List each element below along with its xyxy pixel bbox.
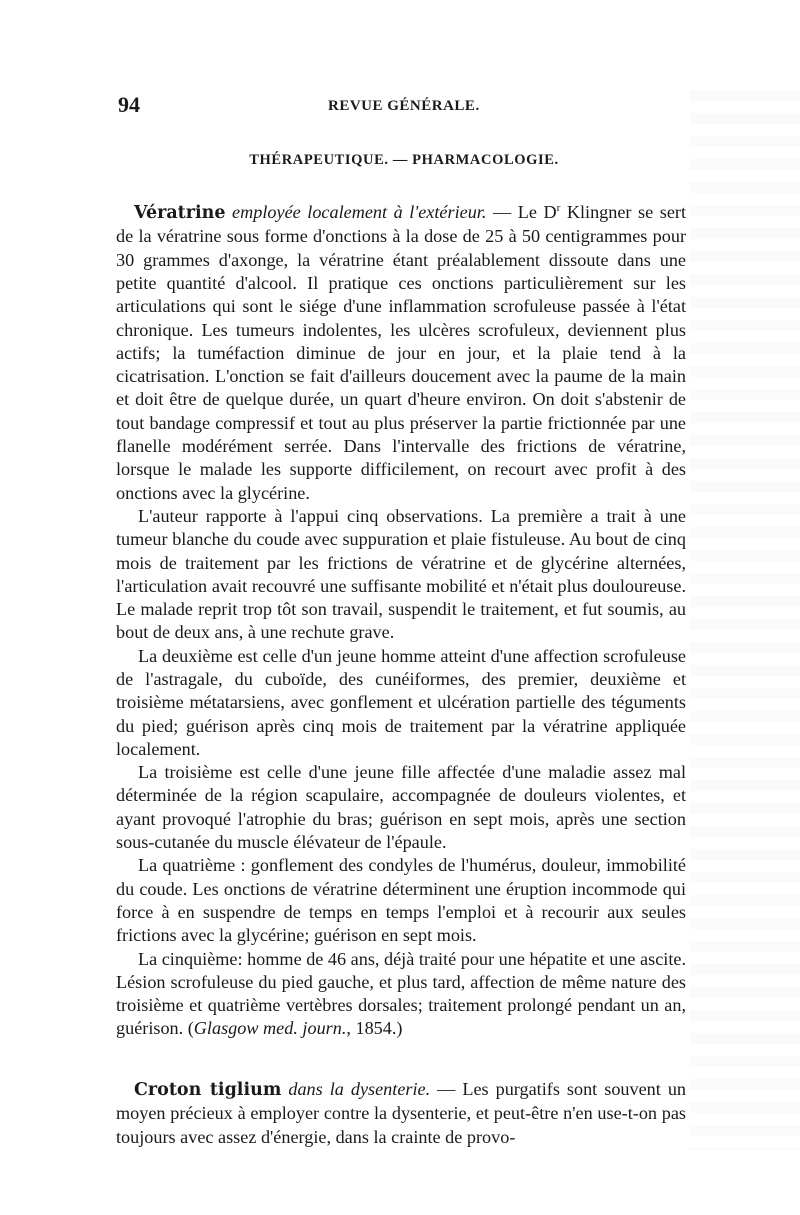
running-header bbox=[118, 92, 688, 122]
paragraph-text: — Les purgatifs sont souvent un moyen précieux à employer contre la dysenterie, et peut-être n'en use-t-on pas toujours avec assez d'énergie, dans la crainte de provo- bbox=[116, 1079, 687, 1147]
paragraph-4: La troisième est celle d'une jeune fille affectée d'une maladie assez mal déterminée de la région scapulaire, accompagnée de douleurs violentes, et ayant provoqué l'atrophie du bras; guérison en sept mois, après une section sous-cutanée du muscle élévateur de l'épaule. bbox=[116, 762, 686, 853]
paragraph-3: La deuxième est celle d'un jeune homme atteint d'une affection scrofuleuse de l'astragale, du cuboïde, des cunéiformes, des premier, deuxième et troisième métatarsiens, avec gonflement et ulcération partielle des téguments du pied; guérison après cinq mois de traitement par la vératrine appliquée localement. bbox=[116, 645, 686, 759]
running-title: REVUE GÉNÉRALE. bbox=[328, 98, 480, 114]
paragraph-1 bbox=[116, 197, 686, 505]
article-title: Croton tiglium bbox=[134, 1080, 282, 1100]
paragraph-5: La quatrième : gonflement des condyles de l'humérus, douleur, immobilité du coude. Les onctions de vératrine déterminent une éruption incommode qui force à en suspendre de temps en temps l'emploi et à recourir aux seules frictions avec la glycérine; guérison en sept mois. bbox=[116, 855, 686, 946]
article-subtitle: employée localement à l'extérieur. bbox=[232, 202, 487, 223]
paragraph-6 bbox=[116, 948, 686, 1041]
article-subtitle: dans la dysenterie. bbox=[288, 1079, 431, 1099]
citation-journal: Glasgow med. journ. bbox=[193, 1018, 347, 1039]
paragraph-text: Klingner se sert de la vératrine sous forme d'onctions à la dose de 25 à 50 centigrammes pour 30 grammes d'axonge, la vératrine étant préalablement dissoute dans une petite quantité d'alcool. Il pratique ces onctions particulièrement sur les articulations qui sont le siége d'une inflammation scrofuleuse passée à l'état chronique. Les tumeurs indolentes, les ulcères scrofuleux, deviennent plus actifs; la tuméfaction diminue de jour en jour, et la plaie tend à la cicatrisation. L'onction se fait d'ailleurs doucement avec la paume de la main et doit être de quelque durée, un quart d'heure environ. On doit s'abstenir de tout bandage compressif et tout au plus préserver la partie frictionnée par une flanelle modérément serrée. Dans l'intervalle des frictions de vératrine, lorsque le malade les supporte difficilement, on recourt avec profit à des onctions avec la glycérine. bbox=[116, 202, 687, 503]
superscript: r bbox=[556, 202, 561, 214]
section-heading: THÉRAPEUTIQUE. — PHARMACOLOGIE. bbox=[249, 152, 559, 168]
paragraph-text: — Le D bbox=[486, 202, 557, 223]
show-through-shading bbox=[690, 90, 800, 1150]
citation-end: , 1854.) bbox=[346, 1018, 403, 1039]
paragraph-2: L'auteur rapporte à l'appui cinq observations. La première a trait à une tumeur blanche du coude avec suppuration et plaie fistuleuse. Au bout de cinq mois de traitement par les frictions de vératrine et de glycérine alternées, l'articulation avait recouvré une suffisante mobilité et n'était plus douloureuse. Le malade reprit trop tôt son travail, suspendit le traitement, et fut soumis, au bout de deux ans, à une rechute grave. bbox=[116, 505, 686, 643]
page-number: 94 bbox=[118, 92, 140, 117]
article-veratrine bbox=[116, 197, 686, 1041]
paragraph-text: La cinquième: homme de 46 ans, déjà traité pour une hépatite et une ascite. Lésion scrofuleuse du pied gauche, et plus tard, affection de même nature des troisième et quatrième vertèbres dorsales; traitement prolongé pendant un an, guérison. ( bbox=[116, 948, 686, 1039]
article-croton bbox=[116, 1078, 686, 1149]
paragraph-croton bbox=[116, 1078, 686, 1149]
article-title: Vératrine bbox=[134, 203, 226, 224]
